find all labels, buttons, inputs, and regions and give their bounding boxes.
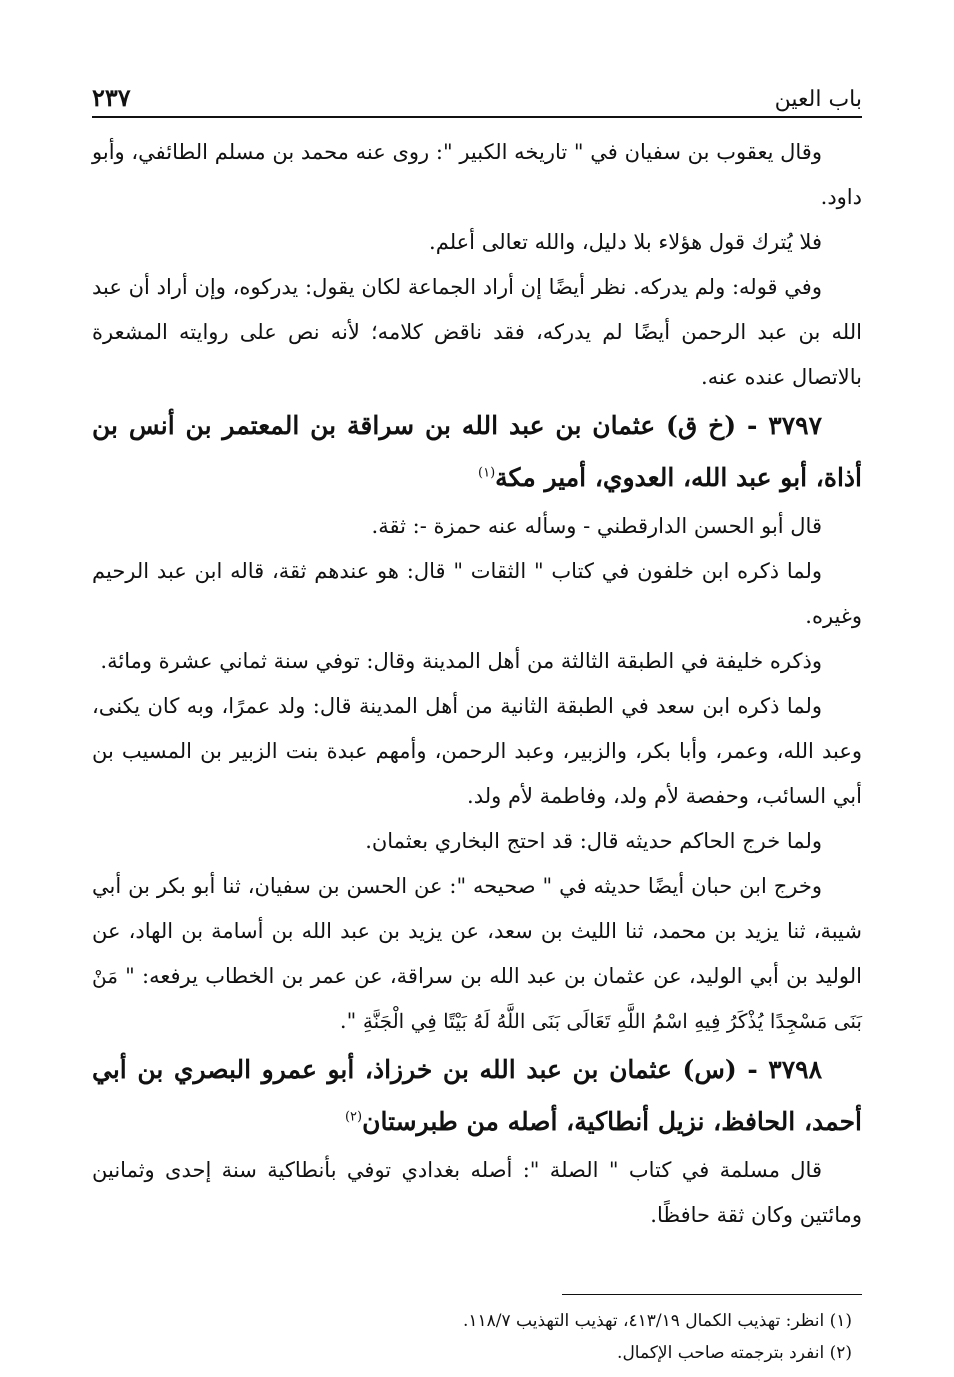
paragraph: وقال يعقوب بن سفيان في " تاريخه الكبير ": روى عنه محمد بن مسلم الطائفي، وأبو داود. <box>92 140 862 209</box>
footnotes <box>92 1305 862 1369</box>
paragraph: وذكره خليفة في الطبقة الثالثة من أهل المدينة وقال: توفي سنة ثماني عشرة ومائة. <box>100 649 822 673</box>
entry-heading <box>92 400 862 504</box>
chapter-title: باب العين <box>774 87 862 112</box>
paragraph: فلا يُترك قول هؤلاء بلا دليل، والله تعالى أعلم. <box>429 230 822 254</box>
paragraph: وفي قوله: ولم يدركه. نظر أيضًا إن أراد الجماعة لكان يقول: يدركوه، وإن أراد أن عبد الله بن عبد الرحمن أيضًا لم يدركه، فقد ناقض كلامه؛ لأنه نص على روايته المشعرة بالاتصال عنده عنه. <box>92 275 862 389</box>
entry-heading-text: ٣٧٩٨ - (س) عثمان بن عبد الله بن خرزاذ، أبو عمرو البصري بن أبي أحمد، الحافظ، نزيل أنطاكية، أصله من طبرستان <box>92 1055 862 1136</box>
footnote-marker: (١) <box>478 465 496 481</box>
entry-heading <box>92 1044 862 1148</box>
paragraph-text: وخرج ابن حبان أيضًا حديثه في " صحيحه ": عن الحسن بن سفيان، ثنا أبو بكر بن أبي شيبة، ثنا يزيد بن محمد، ثنا الليث بن سعد، عن يزيد بن عبد الله بن أسامة بن الهاد، عن الوليد بن أبي الوليد، عن عثمان بن عبد الله بن سراقة، عن عمر بن الخطاب يرفعه: " <box>92 874 862 988</box>
footnote-divider <box>562 1294 862 1295</box>
paragraph: قال مسلمة في كتاب " الصلة ": أصله بغدادي توفي بأنطاكية سنة إحدى وثمانين ومائتين وكان ثقة حافظًا. <box>92 1158 862 1227</box>
paragraph: ولما ذكره ابن خلفون في كتاب " الثقات " قال: هو عندهم ثقة، قاله ابن عبد الرحيم وغيره. <box>92 559 862 628</box>
hadith-quote: مَنْ بَنَى مَسْجِدًا يُذْكَرُ فِيهِ اسْمُ اللَّهِ تَعَالَى بَنَى اللَّهُ لَهُ بَيْتًا فِي الْجَنَّةِ <box>92 964 862 1033</box>
page-body <box>92 130 862 1238</box>
paragraph <box>92 864 862 1044</box>
footnote-marker: (٢) <box>344 1109 363 1125</box>
footnote: (٢) انفرد بترجمته صاحب الإكمال. <box>617 1343 852 1363</box>
paragraph-end: ". <box>339 1009 357 1033</box>
paragraph: ولما ذكره ابن سعد في الطبقة الثانية من أهل المدينة قال: ولد عمرًا، وبه كان يكنى، وعبد الله، وعمر، وأبا بكر، والزبير، وعبد الرحمن، وأمهم عبدة بنت الزبير بن المسيب بن أبي السائب، وحفصة لأم ولد، وفاطمة لأم ولد. <box>92 694 862 808</box>
paragraph: ولما خرج الحاكم حديثه قال: قد احتج البخاري بعثمان. <box>365 829 822 853</box>
entry-heading-text: ٣٧٩٧ - (خ ق) عثمان بن عبد الله بن سراقة بن المعتمر بن أنس بن أذاة، أبو عبد الله، العدوي، أمير مكة <box>92 411 862 492</box>
footnote: (١) انظر: تهذيب الكمال ٤١٣/١٩، تهذيب التهذيب ١١٨/٧. <box>462 1311 852 1331</box>
paragraph: قال أبو الحسن الدارقطني - وسأله عنه حمزة -: ثقة. <box>371 514 822 538</box>
running-header <box>92 72 862 118</box>
page-number: ٢٣٧ <box>92 83 131 112</box>
